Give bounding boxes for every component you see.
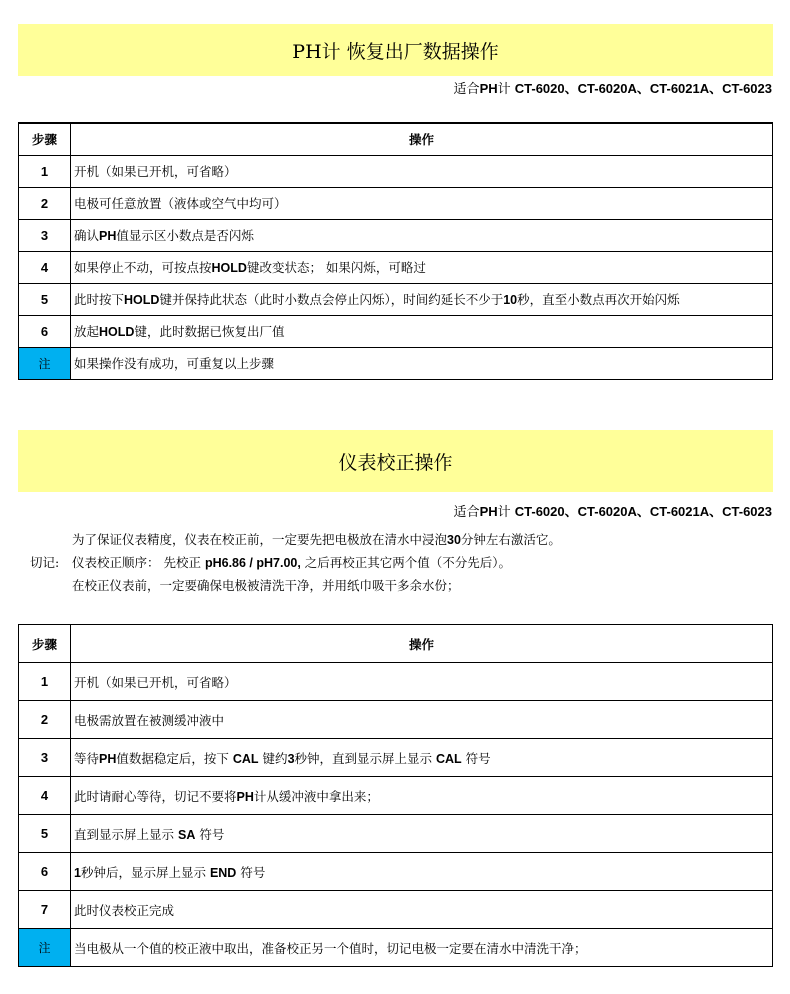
note-line: [72, 553, 511, 571]
header-action: 操作: [71, 123, 773, 155]
text: 放起: [74, 324, 100, 339]
step-number: 6: [19, 853, 71, 891]
step-action: [71, 663, 773, 701]
step-action: [71, 347, 773, 379]
text: 如果操作没有成功，可重复以上步骤: [74, 356, 275, 371]
bold-text: HOLD: [211, 261, 247, 275]
bold-text: PH: [479, 81, 498, 96]
text: 电极可任意放置（液体或空气中均可）: [74, 196, 287, 211]
table-row: [19, 739, 773, 777]
text: 如果停止不动，可按点按: [74, 260, 212, 275]
text: 计: [497, 505, 515, 520]
bold-text: 3: [287, 751, 295, 766]
step-action: [71, 283, 773, 315]
table-header: [19, 123, 773, 155]
section2-applies: [454, 501, 772, 520]
text: 秒，直至小数点再次开始闪烁: [517, 292, 680, 307]
bold-text: SA: [177, 827, 196, 842]
step-action: [71, 155, 773, 187]
step-number: 2: [19, 187, 71, 219]
bold-text: PH: [479, 504, 498, 519]
text: 值数据稳定后，按下: [116, 750, 233, 766]
text: 开机（如果已开机，可省略）: [74, 164, 237, 179]
header-action: 操作: [71, 625, 773, 663]
step-number: 7: [19, 891, 71, 929]
step-number: 3: [19, 219, 71, 251]
text: 电极需放置在被测缓冲液中: [74, 712, 225, 728]
text: 之后再校正其它两个值（不分先后）。: [300, 554, 512, 570]
section1-applies: [454, 78, 772, 97]
bold-text: PH: [236, 789, 254, 804]
bold-text: CAL: [232, 751, 259, 766]
text: 在校正仪表前，一定要确保电极被清洗干净，并用纸巾吸干多余水份；: [72, 577, 460, 593]
text: 开机（如果已开机，可省略）: [74, 674, 237, 690]
bold-text: END: [209, 865, 237, 880]
step-action: [71, 739, 773, 777]
text: 键，此时数据已恢复出厂值: [134, 324, 285, 339]
text: 确认: [74, 228, 100, 243]
step-number: 6: [19, 315, 71, 347]
step-action: [71, 777, 773, 815]
step-action: [71, 251, 773, 283]
caution-label: 切记:: [30, 554, 60, 570]
step-action: [71, 219, 773, 251]
bold-text: PH: [99, 751, 117, 766]
step-action: [71, 853, 773, 891]
table-row: [19, 891, 773, 929]
table-row: [19, 155, 773, 187]
note-label: 注: [19, 347, 71, 379]
note-line: [72, 576, 460, 594]
text: 适合: [453, 505, 480, 520]
table-row: [19, 187, 773, 219]
step-number: 2: [19, 701, 71, 739]
text: 直到显示屏上显示: [74, 826, 178, 842]
step-number: 3: [19, 739, 71, 777]
text: 此时仪表校正完成: [74, 902, 175, 918]
header-step: 步骤: [19, 123, 71, 155]
step-number: 4: [19, 777, 71, 815]
step-action: [71, 929, 773, 967]
step-number: 5: [19, 815, 71, 853]
text: 符号: [195, 826, 225, 842]
header-step: 步骤: [19, 625, 71, 663]
text: 此时按下: [74, 292, 125, 307]
text: 符号: [461, 750, 491, 766]
table-row: [19, 347, 773, 379]
bold-text: 1: [74, 865, 81, 880]
reset-steps-table: [18, 122, 773, 380]
text: 秒钟后，显示屏上显示: [80, 864, 210, 880]
bold-text: 30: [447, 532, 461, 547]
step-action: [71, 315, 773, 347]
table-row: [19, 777, 773, 815]
text: 键并保持此状态（此时小数点会停止闪烁），时间约延长不少于: [159, 292, 504, 307]
text: 仪表校正顺序： 先校正: [72, 554, 205, 570]
step-number: 4: [19, 251, 71, 283]
step-action: [71, 815, 773, 853]
text: 适合: [453, 82, 480, 97]
section1-title: PH计 恢复出厂数据操作: [18, 24, 773, 76]
table-row: [19, 283, 773, 315]
bold-text: CT-6020、CT-6020A、CT-6021A、CT-6023: [514, 504, 772, 519]
note-line: [72, 530, 561, 548]
bold-text: HOLD: [124, 293, 160, 307]
bold-text: CT-6020、CT-6020A、CT-6021A、CT-6023: [514, 81, 772, 96]
table-row: [19, 315, 773, 347]
table-row: [19, 663, 773, 701]
text: 为了保证仪表精度，仪表在校正前，一定要先把电极放在清水中浸泡: [72, 531, 448, 547]
step-number: 5: [19, 283, 71, 315]
table-row: [19, 929, 773, 967]
caution-notes: [30, 527, 561, 596]
table-row: [19, 219, 773, 251]
text: 符号: [236, 864, 266, 880]
step-action: [71, 891, 773, 929]
table-row: [19, 701, 773, 739]
calibration-steps-table: [18, 624, 773, 967]
bold-text: HOLD: [99, 325, 135, 339]
bold-text: pH6.86 / pH7.00,: [204, 555, 301, 570]
step-number: 1: [19, 155, 71, 187]
text: 分钟左右激活它。: [460, 531, 561, 547]
text: 值显示区小数点是否闪烁: [116, 228, 254, 243]
text: 计从缓冲液中拿出来；: [253, 788, 379, 804]
section2-title: 仪表校正操作: [18, 430, 773, 492]
step-action: [71, 701, 773, 739]
step-number: 1: [19, 663, 71, 701]
table-row: [19, 251, 773, 283]
bold-text: PH: [99, 229, 117, 243]
step-action: [71, 187, 773, 219]
table-row: [19, 815, 773, 853]
text: 秒钟，直到显示屏上显示: [294, 750, 436, 766]
table-row: [19, 853, 773, 891]
table-header: [19, 625, 773, 663]
bold-text: CAL: [436, 751, 462, 766]
text: 键约: [258, 750, 288, 766]
text: 当电极从一个值的校正液中取出，准备校正另一个值时，切记电极一定要在清水中清洗干净；: [74, 940, 587, 956]
bold-text: 10: [503, 293, 518, 307]
text: 等待: [74, 750, 100, 766]
text: 键改变状态； 如果闪烁，可略过: [246, 260, 426, 275]
note-label: 注: [19, 929, 71, 967]
text: 计: [497, 82, 515, 97]
text: 此时请耐心等待，切记不要将: [74, 788, 237, 804]
